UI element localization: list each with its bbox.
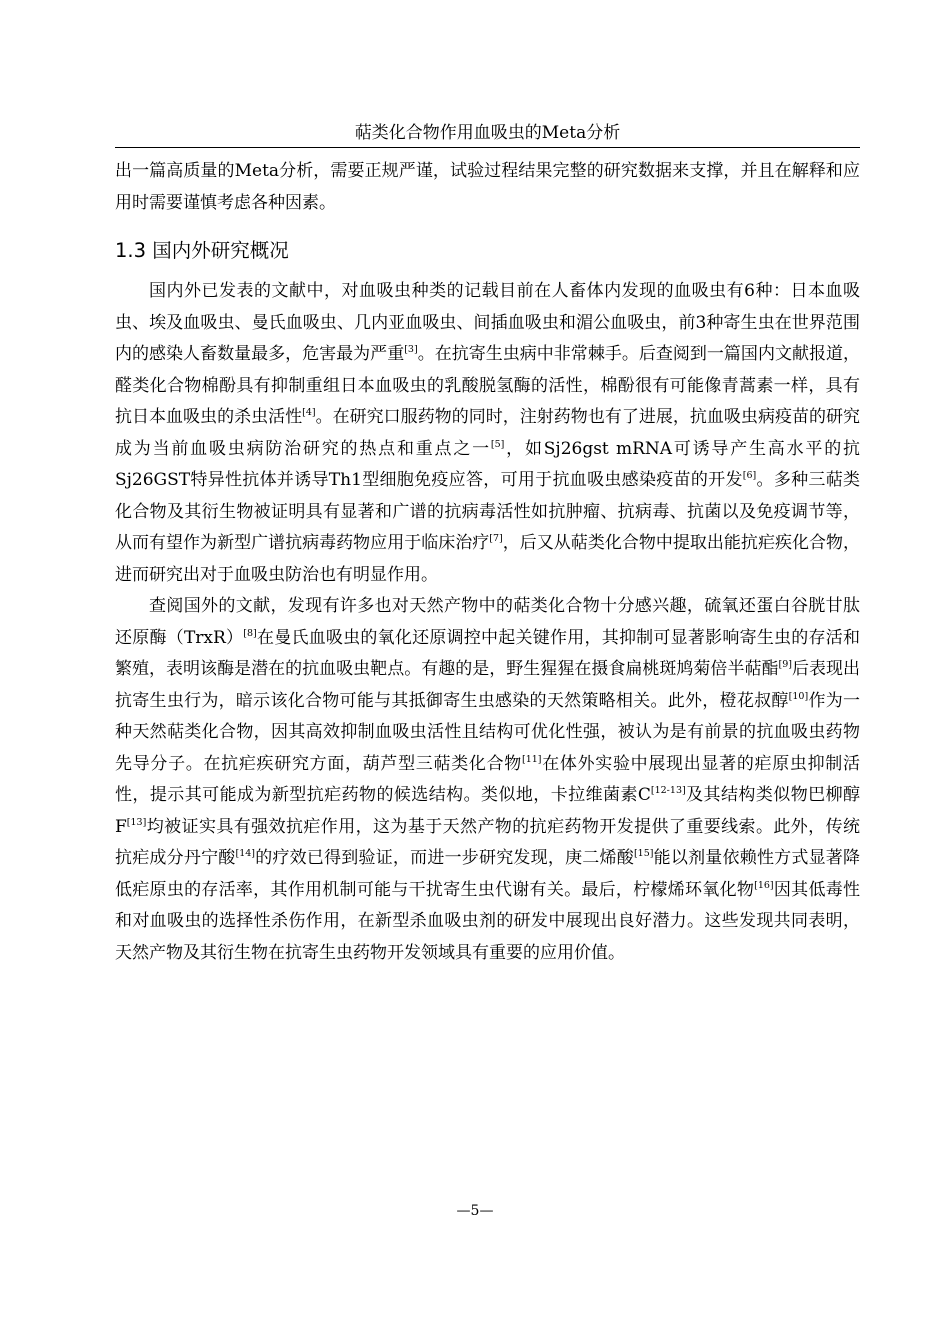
text-span: 均被证实具有强效抗疟作用，这为基于天然产物的抗疟药物开发提供了重要线索。此外，传统抗疟成分丹宁酸 [115, 816, 860, 868]
citation: [6] [742, 470, 757, 481]
citation: [5] [490, 438, 505, 450]
page-number: —5— [456, 1203, 494, 1219]
text-span: 及其结构类似物巴柳醇F [115, 785, 860, 837]
text-span: 在曼氏血吸虫的氧化还原调控中起关键作用，其抑制可显著影响寄生虫的存活和繁殖，表明该酶是潜在的抗血吸虫靶点。有趣的是，野生猩猩在摄食扁桃斑鸠菊倍半萜酯 [115, 627, 861, 679]
citation: [12-13] [650, 785, 686, 796]
text-span: 因其低毒性和对血吸虫的选择性杀伤作用，在新型杀血吸虫剂的研发中展现出良好潜力。这些发现共同表明，天然产物及其衍生物在抗寄生虫药物开发领域具有重要的应用价值。 [115, 879, 861, 963]
citation: [3] [404, 344, 418, 355]
citation: [14] [235, 848, 256, 859]
text-span: 作为一种天然萜类化合物，因其高效抑制血吸虫活性且结构可优化性强，被认为是有前景的抗血吸虫药物先导分子。在抗疟疾研究方面，葫芦型三萜类化合物 [115, 690, 861, 774]
citation: [8] [243, 627, 257, 639]
citation: [7] [489, 533, 503, 544]
citation: [10] [788, 690, 809, 702]
text-span: 国内外已发表的文献中，对血吸虫种类的记载目前在人畜体内发现的血吸虫有6种：日本血吸虫、埃及血吸虫、曼氏血吸虫、几内亚血吸虫、间插血吸虫和湄公血吸虫，前3种寄生虫在世界范围内的感染人畜数量最多，危害最为严重 [115, 281, 860, 364]
text-span: 。多种三萜类化合物及其衍生物被证明具有显著和广谱的抗病毒活性如抗肿瘤、抗病毒、抗菌以及免疫调节等，从而有望作为新型广谱抗病毒药物应用于临床治疗 [115, 470, 861, 553]
citation: [4] [302, 407, 316, 418]
text-span: ，如Sj26gst mRNA可诱导产生高水平的抗Sj26GST特异性抗体并诱导Th1型细胞免疫应答，可用于抗血吸虫感染疫苗的开发 [115, 438, 860, 490]
text-span: 后表现出抗寄生虫行为，暗示该化合物可能与其抵御寄生虫感染的天然策略相关。此外，橙花叔醇 [115, 659, 861, 711]
citation: [15] [633, 848, 654, 859]
paragraph-foreign-research [115, 591, 860, 969]
text-span: ，后又从萜类化合物中提取出能抗疟疾化合物，进而研究出对于血吸虫防治也有明显作用。 [115, 533, 861, 585]
document-body [115, 156, 860, 969]
section-heading: 1.3 国内外研究概况 [115, 239, 289, 262]
text-span: 的疗效已得到验证，而进一步研究发现，庚二烯酸 [255, 848, 634, 868]
continuation-paragraph: 出一篇高质量的Meta分析，需要正规严谨，试验过程结果完整的研究数据来支撑，并且在解释和应用时需要谨慎考虑各种因素。 [115, 161, 860, 213]
text-span: 。在抗寄生虫病中非常棘手。后查阅到一篇国内文献报道，醛类化合物棉酚具有抑制重组日本血吸虫的乳酸脱氢酶的活性，棉酚很有可能像青蒿素一样，具有抗日本血吸虫的杀虫活性 [115, 344, 861, 427]
citation: [16] [754, 879, 774, 891]
header-rule [115, 147, 860, 148]
text-span: 。在研究口服药物的同时，注射药物也有了进展，抗血吸虫病疫苗的研究成为当前血吸虫病防治研究的热点和重点之一 [115, 407, 861, 459]
text-span: 能以剂量依赖性方式显著降低疟原虫的存活率，其作用机制可能与干扰寄生虫代谢有关。最后，柠檬烯环氧化物 [115, 848, 861, 900]
text-span: 查阅国外的文献，发现有许多也对天然产物中的萜类化合物十分感兴趣，硫氧还蛋白谷胱甘肽还原酶（TrxR） [115, 596, 860, 648]
text-span: 在体外实验中展现出显著的疟原虫抑制活性，提示其可能成为新型抗疟药物的候选结构。类似地，卡拉维菌素C [115, 753, 861, 805]
citation: [13] [126, 816, 147, 828]
paragraph-domestic-research [115, 276, 860, 591]
running-header: 萜类化合物作用血吸虫的Meta分析 [354, 123, 621, 143]
citation: [11] [521, 753, 542, 765]
citation: [9] [778, 659, 792, 670]
